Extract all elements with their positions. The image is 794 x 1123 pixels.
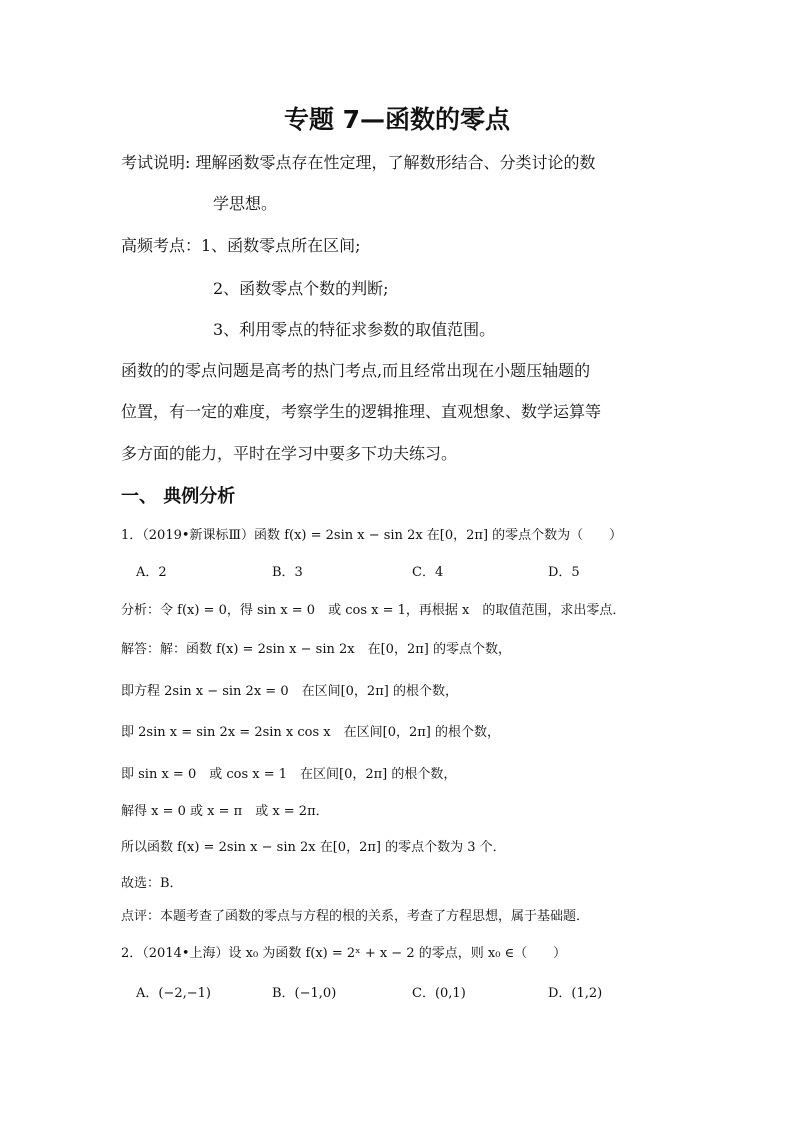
q2-option-b: B．(−1,0) bbox=[272, 986, 337, 1001]
q1-solution-1: 解答：解：函数 f(x) = 2sin x − sin 2x 在[0，2π] 的零点个数， bbox=[121, 642, 511, 657]
q2-option-c: C．(0,1) bbox=[412, 986, 466, 1001]
intro-line3: 多方面的能力，平时在学习中要多下功夫练习。 bbox=[121, 444, 458, 463]
q1-solution-6: 所以函数 f(x) = 2sin x − sin 2x 在[0，2π] 的零点个数为 3 个． bbox=[121, 840, 506, 855]
q1-solution-2: 即方程 2sin x − sin 2x = 0 在区间[0，2π] 的根个数， bbox=[121, 684, 458, 699]
hot-points-first: 高频考点：1、函数零点所在区间; bbox=[121, 236, 361, 255]
page-title: 专题 7—函数的零点 bbox=[283, 105, 511, 134]
hot-points-second: 2、函数零点个数的判断; bbox=[213, 279, 389, 298]
exam-desc-line2: 学思想。 bbox=[213, 194, 278, 213]
intro-line2: 位置，有一定的难度，考察学生的逻辑推理、直观想象、数学运算等 bbox=[121, 402, 602, 421]
q1-analysis: 分析：令 f(x) = 0，得 sin x = 0 或 cos x = 1，再根据 x 的取值范围，求出零点． bbox=[121, 603, 626, 618]
q1-option-c: C．4 bbox=[412, 565, 444, 580]
q1-option-d: D．5 bbox=[548, 565, 580, 580]
q1-solution-4: 即 sin x = 0 或 cos x = 1 在区间[0，2π] 的根个数， bbox=[121, 767, 457, 782]
q2-stem: 2．（2014•上海）设 x₀ 为函数 f(x) = 2ˣ + x − 2 的零点，则 x₀ ∈（ ） bbox=[121, 946, 567, 961]
hot-points-third: 3、利用零点的特征求参数的取值范围。 bbox=[213, 320, 496, 339]
q1-solution-5: 解得 x = 0 或 x = π 或 x = 2π． bbox=[121, 804, 329, 819]
section-heading: 一、 典例分析 bbox=[121, 486, 236, 507]
exam-desc-line1: 考试说明: 理解函数零点存在性定理，了解数形结合、分类讨论的数 bbox=[121, 153, 596, 172]
q2-option-d: D．(1,2) bbox=[548, 986, 603, 1001]
q1-choice: 故选：B． bbox=[121, 876, 183, 891]
q1-comment: 点评：本题考查了函数的零点与方程的根的关系，考查了方程思想，属于基础题． bbox=[121, 909, 590, 924]
q1-option-a: A．2 bbox=[136, 565, 167, 580]
q1-option-b: B．3 bbox=[272, 565, 303, 580]
q1-solution-3: 即 2sin x = sin 2x = 2sin x cos x 在区间[0，2π] 的根个数， bbox=[121, 725, 500, 740]
q1-stem: 1．（2019•新课标Ⅲ）函数 f(x) = 2sin x − sin 2x 在[0，2π] 的零点个数为（ ） bbox=[121, 528, 623, 543]
q2-option-a: A．(−2,−1) bbox=[136, 986, 211, 1001]
intro-line1: 函数的的零点问题是高考的热门考点,而且经常出现在小题压轴题的 bbox=[121, 361, 591, 380]
